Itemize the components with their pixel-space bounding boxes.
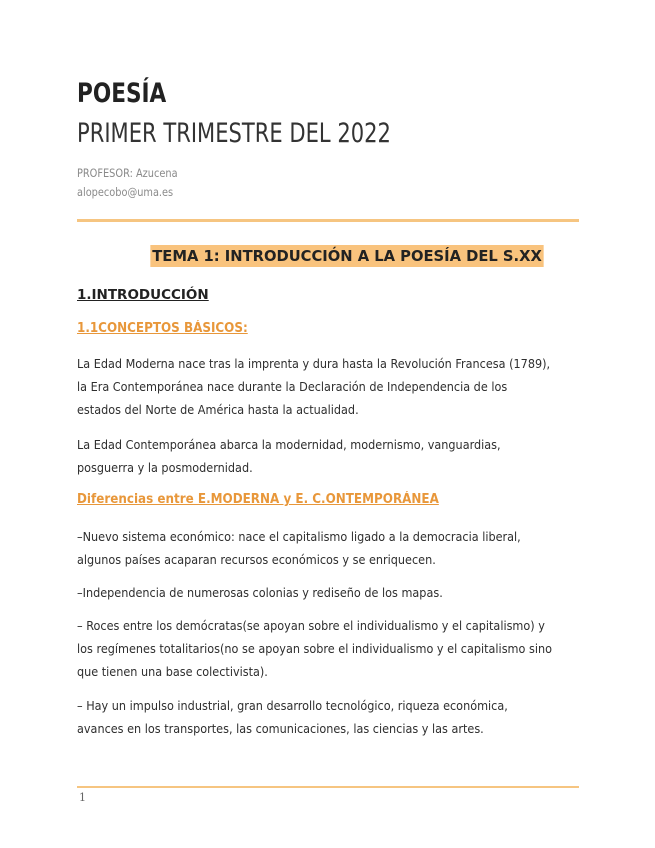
- paragraph-line: –Nuevo sistema económico: nace el capitalismo ligado a la democracia liberal,: [77, 529, 521, 544]
- professor-email: alopecobo@uma.es: [77, 185, 174, 199]
- paragraph-line: la Era Contemporánea nace durante la Declaración de Independencia de los: [77, 379, 508, 394]
- paragraph-impulso-industrial: [77, 694, 617, 740]
- paragraph-line: La Edad Moderna nace tras la imprenta y dura hasta la Revolución Francesa (1789),: [77, 356, 551, 371]
- document-subtitle: PRIMER TRIMESTRE DEL 2022: [77, 118, 391, 149]
- document-title: POESÍA: [77, 78, 167, 109]
- paragraph-line: La Edad Contemporánea abarca la modernidad, modernismo, vanguardias,: [77, 437, 501, 452]
- header-divider: [77, 219, 579, 222]
- paragraph-line: avances en los transportes, las comunicaciones, las ciencias y las artes.: [77, 721, 484, 736]
- paragraph-sistema-economico: [77, 525, 617, 571]
- paragraph-independencia: [77, 581, 617, 604]
- professor-name: PROFESOR: Azucena: [77, 166, 178, 180]
- section-heading-introduccion: 1.INTRODUCCIÓN: [77, 287, 209, 303]
- paragraph-line: algunos países acaparan recursos económicos y se enriquecen.: [77, 552, 436, 567]
- paragraph-roces: [77, 614, 617, 683]
- paragraph-line: –Independencia de numerosas colonias y rediseño de los mapas.: [77, 585, 443, 600]
- tema-heading: TEMA 1: INTRODUCCIÓN A LA POESÍA DEL S.XX: [152, 247, 543, 265]
- paragraph-edad-moderna: [77, 352, 617, 421]
- paragraph-edad-contemporanea: [77, 433, 617, 479]
- paragraph-line: estados del Norte de América hasta la actualidad.: [77, 402, 359, 417]
- section-heading-conceptos: 1.1CONCEPTOS BÁSICOS:: [77, 321, 248, 336]
- footer-divider: [77, 786, 579, 788]
- paragraph-line: posguerra y la posmodernidad.: [77, 460, 253, 475]
- page-number: 1: [79, 791, 86, 804]
- paragraph-line: – Roces entre los demócratas(se apoyan sobre el individualismo y el capitalismo) y: [77, 618, 545, 633]
- tema-heading-container: [0, 245, 655, 267]
- paragraph-line: los regímenes totalitarios(no se apoyan sobre el individualismo y el capitalismo sino: [77, 641, 552, 656]
- paragraph-line: que tienen una base colectivista).: [77, 664, 268, 679]
- section-heading-diferencias: Diferencias entre E.MODERNA y E. C.ONTEMPORÁNEA: [77, 492, 439, 507]
- paragraph-line: – Hay un impulso industrial, gran desarrollo tecnológico, riqueza económica,: [77, 698, 508, 713]
